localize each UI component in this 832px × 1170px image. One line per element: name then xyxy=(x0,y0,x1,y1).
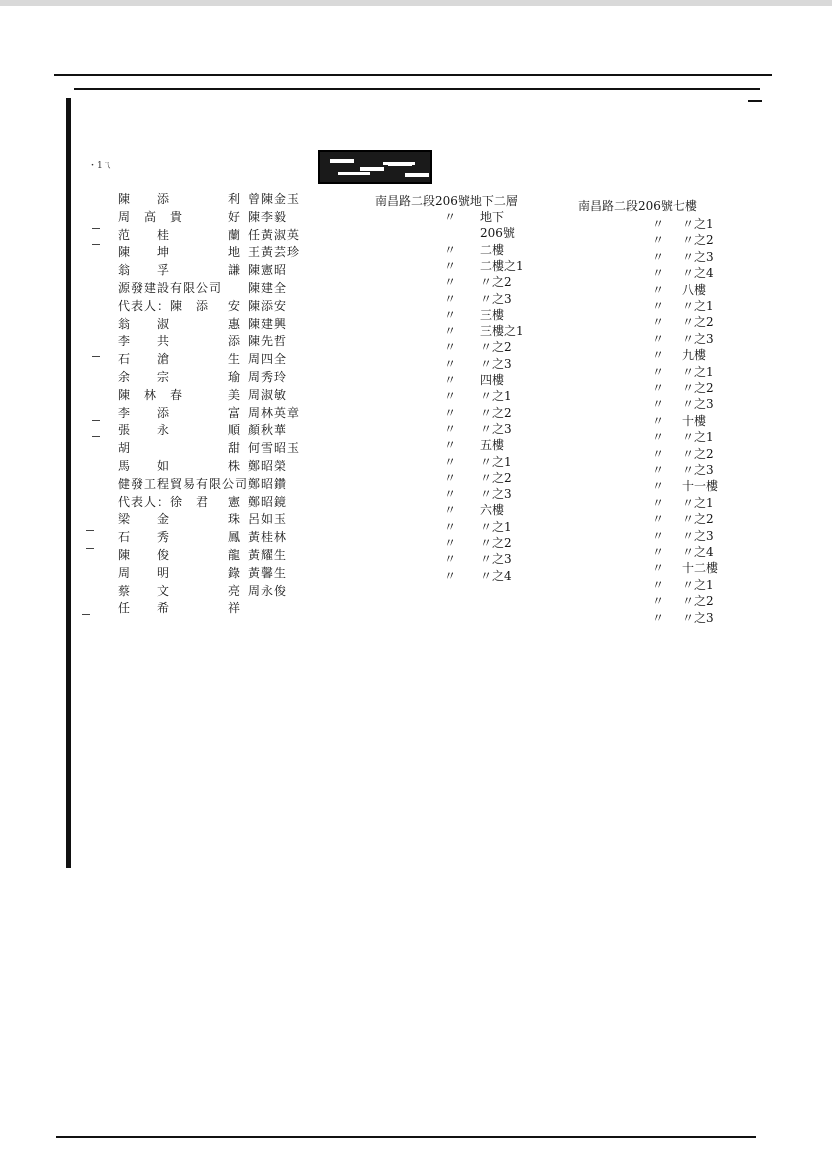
ditto-mark: 〃 xyxy=(652,249,665,264)
ditto-mark: 〃 xyxy=(652,315,665,330)
unit-label: 〃之1 xyxy=(682,495,714,510)
owner-row xyxy=(102,226,350,242)
unit-label: 〃之1 xyxy=(480,454,512,469)
unit-label: 〃之2 xyxy=(682,446,714,461)
left-margin-mark xyxy=(82,614,90,615)
ditto-mark: 〃 xyxy=(652,446,665,461)
unit-label: 五樓 xyxy=(480,438,505,453)
unit-label: 十二樓 xyxy=(682,561,719,576)
ditto-mark: 〃 xyxy=(444,389,457,404)
owner-name: 翁 孚 xyxy=(118,263,171,278)
ditto-mark: 〃 xyxy=(652,594,665,609)
unit-label: 九樓 xyxy=(682,348,707,363)
left-margin-mark xyxy=(92,420,100,421)
ditto-mark: 〃 xyxy=(652,381,665,395)
owner-name-end: 謙 xyxy=(228,263,242,278)
owner-row xyxy=(102,582,350,598)
owner-name: 陳 坤 xyxy=(118,245,171,260)
owner-name: 李 共 xyxy=(118,334,171,349)
owner-name: 代表人：徐 君 xyxy=(118,494,210,509)
left-margin-mark xyxy=(92,244,100,245)
ditto-mark: 〃 xyxy=(444,258,457,273)
left-margin-mark xyxy=(92,356,100,357)
ditto-mark: 〃 xyxy=(444,487,457,502)
left-margin-mark xyxy=(86,530,94,531)
co-owner-name: 黃桂林 xyxy=(248,530,288,545)
co-owner-name: 陳李毅 xyxy=(248,209,288,224)
co-owner-name: 陳憲昭 xyxy=(248,263,288,278)
unit-label: 〃之2 xyxy=(682,381,714,395)
owner-name: 李 添 xyxy=(118,405,171,420)
ditto-mark: 〃 xyxy=(652,610,665,625)
owner-row xyxy=(102,564,350,580)
owner-name: 代表人：陳 添 xyxy=(118,298,210,313)
unit-label: 〃之3 xyxy=(480,356,512,371)
unit-label: 〃之2 xyxy=(480,470,512,485)
owner-name: 陳 林 春 xyxy=(118,387,184,402)
ditto-mark: 〃 xyxy=(444,210,457,224)
owner-name-end: 地 xyxy=(228,245,242,260)
owner-row xyxy=(102,332,350,348)
top-border-line xyxy=(54,74,772,76)
owner-name: 余 宗 xyxy=(118,370,171,384)
top-inner-line xyxy=(74,88,760,90)
unit-label: 〃之3 xyxy=(480,291,512,306)
unit-label: 十一樓 xyxy=(682,479,719,494)
ditto-mark: 〃 xyxy=(652,299,665,313)
left-margin-mark xyxy=(92,228,100,229)
owner-row xyxy=(102,368,350,384)
ditto-mark: 〃 xyxy=(652,545,665,559)
ditto-mark: 〃 xyxy=(652,217,665,231)
owner-row xyxy=(102,315,350,331)
owner-name-end: 惠 xyxy=(228,316,242,331)
owner-name: 范 桂 xyxy=(118,227,171,242)
co-owner-name: 周永俊 xyxy=(248,583,288,598)
unit-label: 〃之3 xyxy=(682,331,714,346)
owner-name: 梁 金 xyxy=(118,512,171,527)
ditto-mark: 〃 xyxy=(444,421,457,436)
unit-label: 地下 xyxy=(480,210,505,224)
owner-name-end: 亮 xyxy=(228,583,242,598)
owner-row xyxy=(102,546,350,562)
unit-label: 〃之2 xyxy=(480,405,512,420)
co-owner-name: 周淑敏 xyxy=(248,387,288,402)
page-mark: ・1ㄟ xyxy=(88,161,112,171)
scan-top-edge xyxy=(0,0,832,6)
ditto-mark: 〃 xyxy=(652,364,665,379)
co-owner-name: 陳先哲 xyxy=(248,334,288,349)
unit-label: 〃之3 xyxy=(682,397,714,412)
ditto-mark: 〃 xyxy=(444,242,457,257)
unit-label: 三樓之1 xyxy=(480,324,524,339)
owner-row xyxy=(102,421,350,437)
unit-label: 〃之2 xyxy=(682,233,714,248)
unit-label: 〃之1 xyxy=(480,389,512,404)
unit-label: 〃之2 xyxy=(682,315,714,330)
co-owner-name: 周秀玲 xyxy=(248,370,288,384)
owner-row xyxy=(102,528,350,544)
ditto-mark: 〃 xyxy=(652,577,665,592)
owner-name-end: 鳳 xyxy=(228,530,242,545)
owner-name-end: 錄 xyxy=(228,565,242,580)
co-owner-name: 黃耀生 xyxy=(248,548,288,562)
co-owner-name: 陳添安 xyxy=(248,298,288,313)
middle-header: 南昌路二段206號地下二層 xyxy=(375,194,518,208)
unit-label: 六樓 xyxy=(480,503,505,518)
unit-label: 〃之1 xyxy=(682,577,714,592)
co-owner-name: 陳建全 xyxy=(248,281,288,295)
owner-name: 周 高 貴 xyxy=(118,209,184,224)
owner-row xyxy=(102,404,350,420)
owner-name-end: 安 xyxy=(228,298,242,313)
unit-label: 〃之2 xyxy=(682,594,714,609)
ditto-mark: 〃 xyxy=(444,324,457,339)
ditto-mark: 〃 xyxy=(444,503,457,518)
owner-name-end: 祥 xyxy=(228,601,242,616)
ditto-mark: 〃 xyxy=(652,430,665,445)
unit-label: 〃之3 xyxy=(682,610,714,625)
unit-label: 〃之1 xyxy=(480,519,512,534)
unit-label: 四樓 xyxy=(480,373,505,387)
unit-label: 〃之2 xyxy=(480,275,512,290)
ditto-mark: 〃 xyxy=(652,413,665,428)
co-owner-name: 鄭昭鏡 xyxy=(248,494,288,509)
owner-row xyxy=(102,190,350,206)
ditto-mark: 〃 xyxy=(444,275,457,290)
ditto-mark: 〃 xyxy=(444,454,457,469)
unit-label: 〃之2 xyxy=(480,536,512,550)
owner-name-end: 美 xyxy=(228,387,242,402)
ditto-mark: 〃 xyxy=(444,536,457,550)
ditto-mark: 〃 xyxy=(444,356,457,371)
owner-row xyxy=(102,350,350,366)
owner-name: 源發建設有限公司 xyxy=(118,281,223,295)
left-page-edge xyxy=(66,98,71,868)
owner-name: 蔡 文 xyxy=(118,583,171,598)
unit-label: 二樓 xyxy=(480,242,505,257)
owner-row xyxy=(102,279,350,295)
right-header: 南昌路二段206號七樓 xyxy=(578,199,697,213)
owner-name-end: 好 xyxy=(228,209,242,224)
owner-name-end: 添 xyxy=(228,334,242,349)
owner-row xyxy=(102,208,350,224)
owner-name-end: 蘭 xyxy=(228,227,242,242)
unit-label: 八樓 xyxy=(682,282,707,297)
ditto-mark: 〃 xyxy=(444,340,457,355)
co-owner-name: 鄭昭榮 xyxy=(248,459,288,473)
unit-label: 〃之1 xyxy=(682,364,714,379)
co-owner-name: 呂如玉 xyxy=(248,512,288,527)
left-margin-mark xyxy=(86,548,94,549)
unit-label: 〃之3 xyxy=(480,421,512,436)
bottom-page-edge xyxy=(56,1136,756,1138)
co-owner-name: 陳建興 xyxy=(248,316,288,331)
ditto-mark: 〃 xyxy=(444,307,457,322)
ditto-mark: 〃 xyxy=(652,348,665,363)
ditto-mark: 〃 xyxy=(444,519,457,534)
co-owner-name: 周林英章 xyxy=(248,405,301,420)
owner-row xyxy=(102,261,350,277)
ditto-mark: 〃 xyxy=(444,373,457,387)
unit-label: 〃之1 xyxy=(682,430,714,445)
owner-row xyxy=(102,386,350,402)
owner-name: 石 秀 xyxy=(118,530,171,545)
owner-name: 健發工程貿易有限公司 xyxy=(118,476,249,491)
co-owner-name: 任黃淑英 xyxy=(248,227,301,242)
unit-label: 206號 xyxy=(480,226,515,241)
owner-name: 任 希 xyxy=(118,601,171,616)
unit-label: 〃之3 xyxy=(682,528,714,543)
owner-row xyxy=(102,510,350,526)
owner-name: 陳 添 xyxy=(118,192,171,206)
unit-label: 〃之2 xyxy=(480,340,512,355)
unit-label: 十樓 xyxy=(682,413,707,428)
unit-label: 〃之3 xyxy=(480,552,512,567)
unit-label: 〃之2 xyxy=(682,512,714,527)
right-top-edge xyxy=(748,100,762,102)
owner-row xyxy=(102,493,350,509)
ditto-mark: 〃 xyxy=(444,470,457,485)
co-owner-name: 王黃芸珍 xyxy=(248,245,301,260)
unit-label: 〃之4 xyxy=(682,545,714,559)
ditto-mark: 〃 xyxy=(444,291,457,306)
owner-name: 石 滄 xyxy=(118,352,171,367)
owner-name-end: 瑜 xyxy=(228,370,242,384)
owner-name-end: 龍 xyxy=(228,548,242,562)
co-owner-name: 曾陳金玉 xyxy=(248,192,301,206)
unit-label: 〃之1 xyxy=(682,217,714,231)
unit-label: 三樓 xyxy=(480,307,505,322)
owner-name: 陳 俊 xyxy=(118,548,171,562)
owner-name: 周 明 xyxy=(118,565,171,580)
owner-name: 胡 xyxy=(118,441,132,456)
ditto-mark: 〃 xyxy=(444,438,457,453)
owner-row xyxy=(102,599,350,615)
ditto-mark: 〃 xyxy=(652,479,665,494)
owner-name: 翁 淑 xyxy=(118,316,171,331)
owner-row xyxy=(102,457,350,473)
ditto-mark: 〃 xyxy=(444,405,457,420)
owner-row xyxy=(102,297,350,313)
unit-label: 〃之4 xyxy=(480,568,512,583)
ditto-mark: 〃 xyxy=(652,561,665,576)
unit-label: 〃之3 xyxy=(682,463,714,477)
unit-label: 〃之3 xyxy=(682,249,714,264)
unit-label: 〃之3 xyxy=(480,487,512,502)
owner-name-end: 甜 xyxy=(228,441,242,456)
stamp-seal xyxy=(318,150,432,184)
owner-name-end: 生 xyxy=(228,352,242,367)
co-owner-name: 鄭昭鑽 xyxy=(248,476,288,491)
co-owner-name: 周四全 xyxy=(248,352,288,367)
owner-row xyxy=(102,243,350,259)
co-owner-name: 顏秋華 xyxy=(248,423,288,438)
ditto-mark: 〃 xyxy=(652,528,665,543)
unit-label: 〃之1 xyxy=(682,299,714,313)
owner-name-end: 利 xyxy=(228,192,242,206)
unit-label: 二樓之1 xyxy=(480,258,524,273)
ditto-mark: 〃 xyxy=(652,282,665,297)
ditto-mark: 〃 xyxy=(444,568,457,583)
ditto-mark: 〃 xyxy=(652,331,665,346)
ditto-mark: 〃 xyxy=(652,233,665,248)
left-margin-mark xyxy=(92,436,100,437)
unit-label: 〃之4 xyxy=(682,266,714,281)
owner-name-end: 珠 xyxy=(228,512,242,527)
co-owner-name: 何雪昭玉 xyxy=(248,441,301,456)
owner-name-end: 順 xyxy=(228,423,242,438)
owner-row xyxy=(102,475,350,491)
owner-name-end: 株 xyxy=(228,459,242,473)
co-owner-name: 黃馨生 xyxy=(248,565,288,580)
ditto-mark: 〃 xyxy=(652,397,665,412)
owner-row xyxy=(102,439,350,455)
ditto-mark: 〃 xyxy=(652,463,665,477)
ditto-mark: 〃 xyxy=(652,495,665,510)
ditto-mark: 〃 xyxy=(444,552,457,567)
owner-name: 張 永 xyxy=(118,423,171,438)
owner-name: 馬 如 xyxy=(118,459,171,473)
owner-name-end: 憲 xyxy=(228,494,242,509)
ditto-mark: 〃 xyxy=(652,512,665,527)
ditto-mark: 〃 xyxy=(652,266,665,281)
owner-name-end: 富 xyxy=(228,405,242,420)
